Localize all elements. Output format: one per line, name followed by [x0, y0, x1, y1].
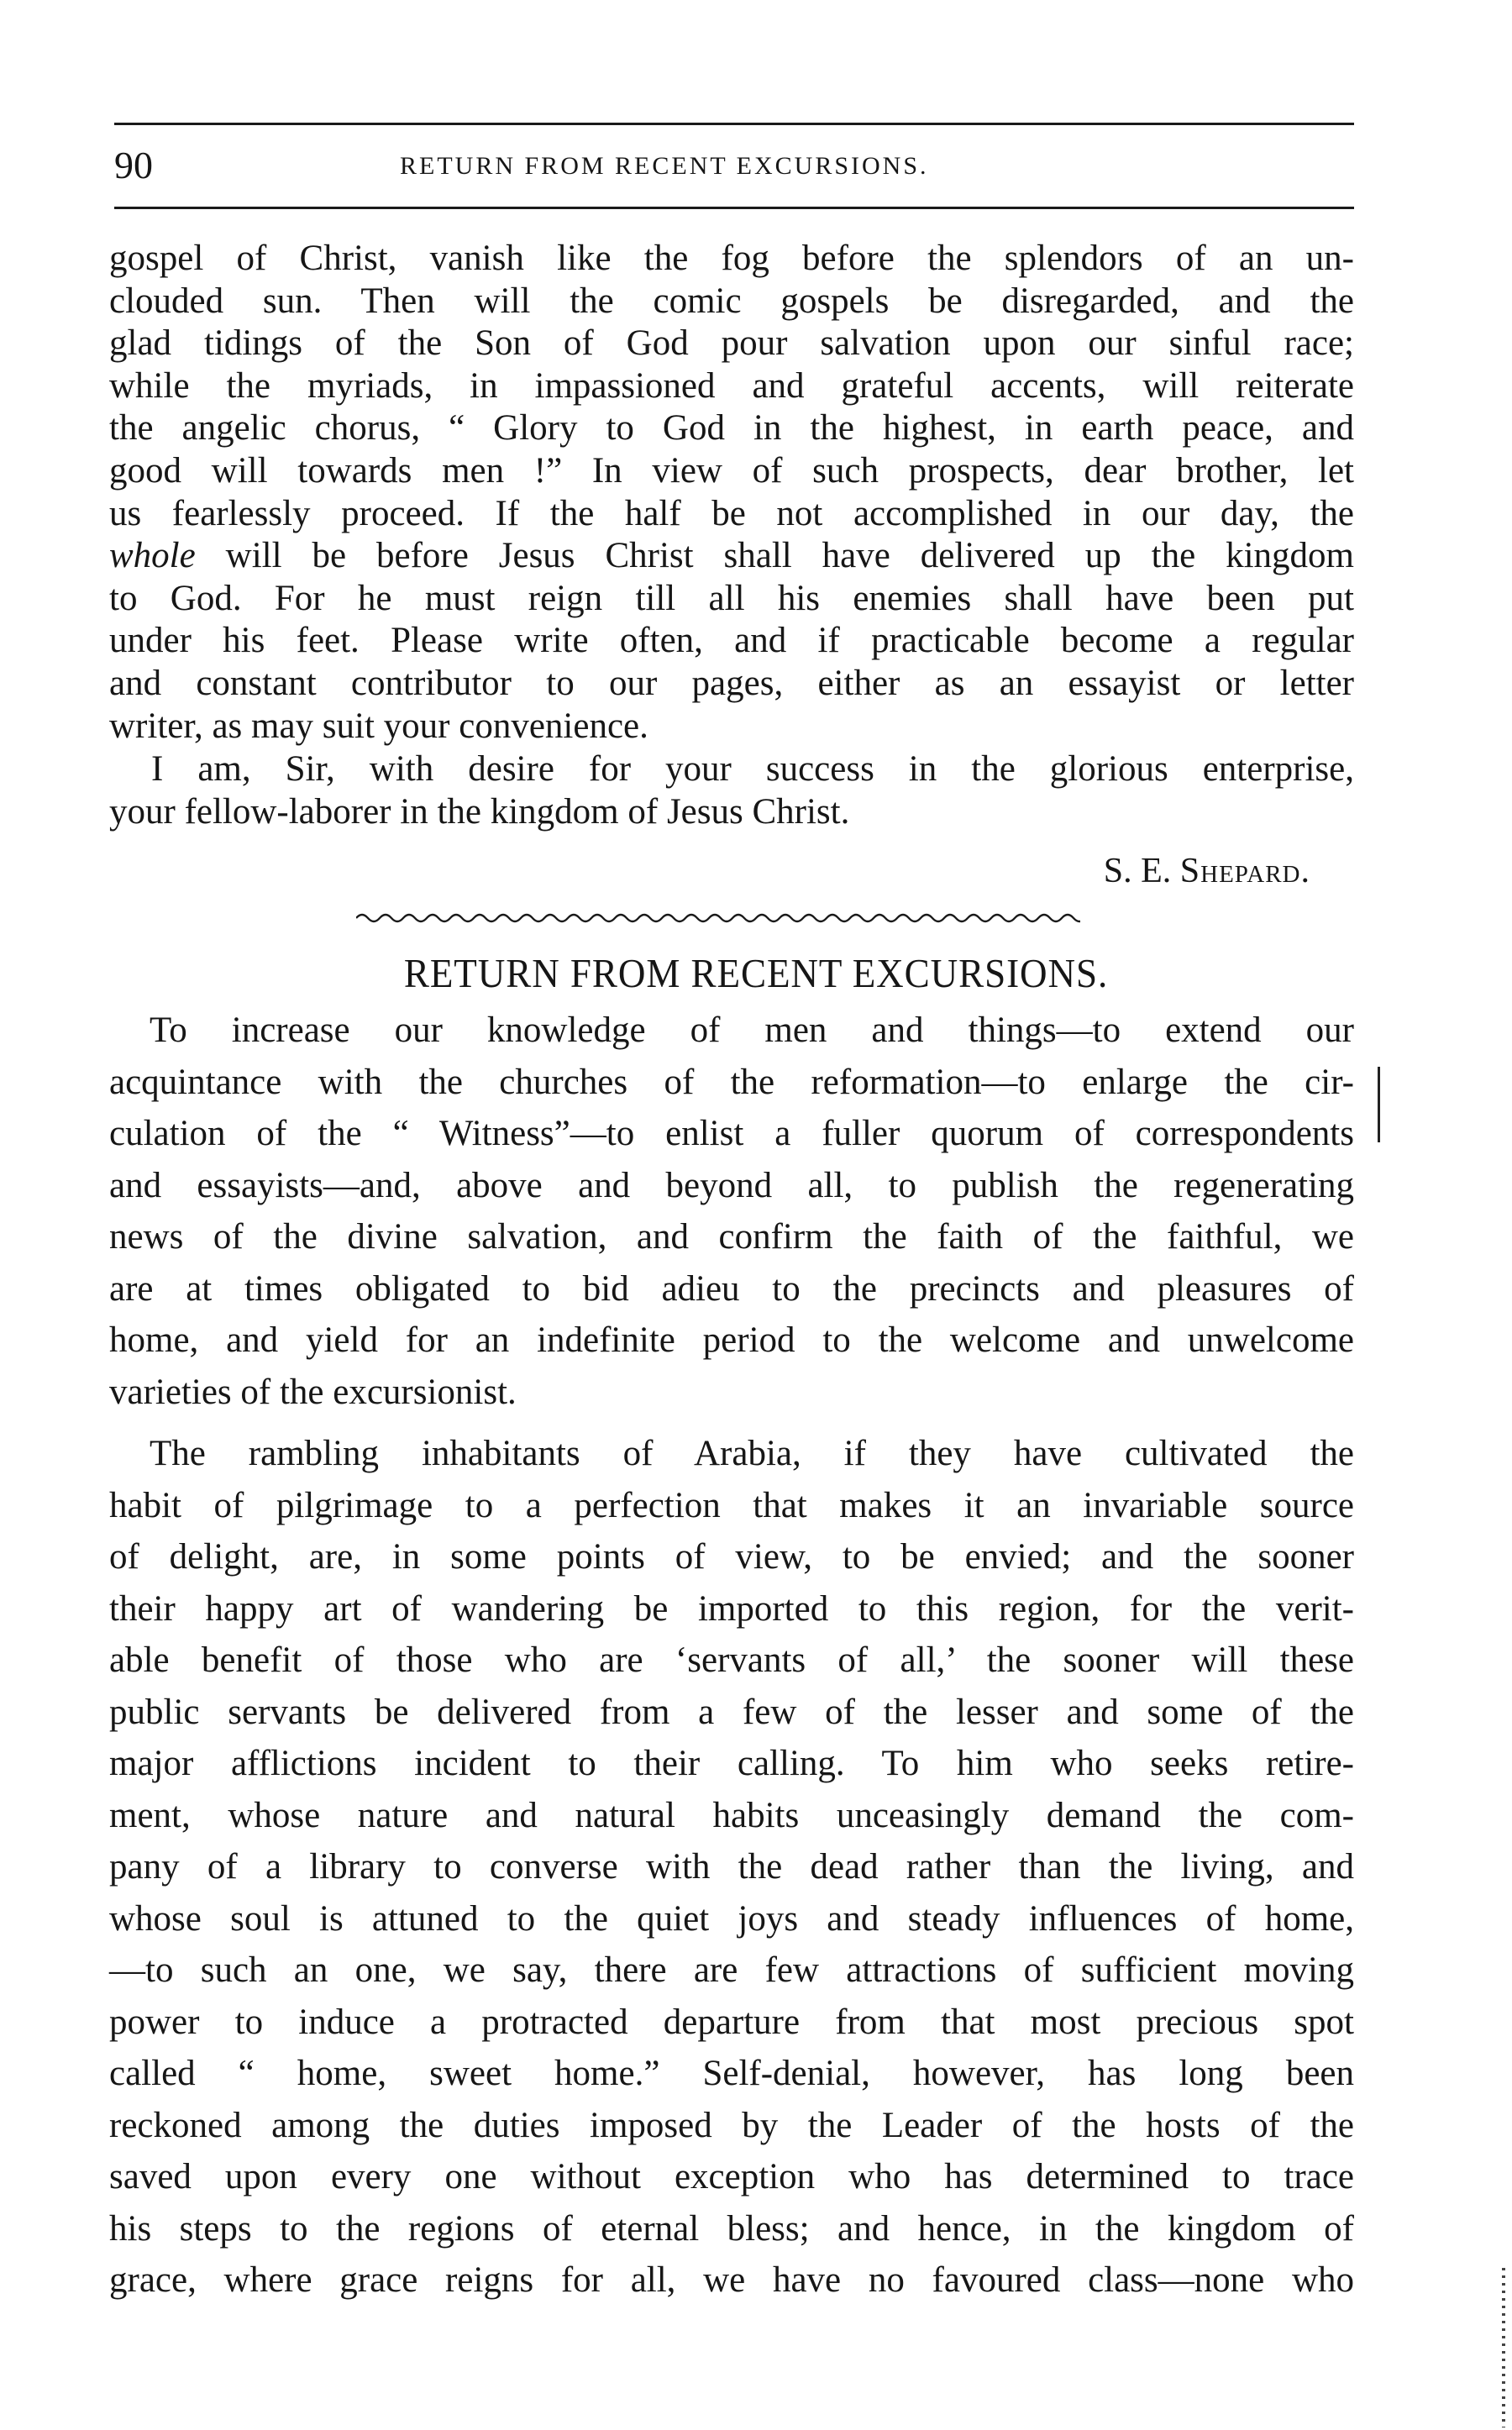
text-line: To increase our knowledge of men and things—to extend our — [150, 1010, 1354, 1050]
article-heading: RETURN FROM RECENT EXCURSIONS. — [403, 950, 1109, 996]
letter-closing — [109, 748, 1354, 833]
signature — [1104, 850, 1310, 892]
text-line: and constant contributor to our pages, either as an essayist or letter — [109, 663, 1354, 703]
text-line: The rambling inhabitants of Arabia, if they have cultivated the — [150, 1434, 1354, 1473]
text-line: power to induce a protracted departure from that most precious spot — [109, 2002, 1354, 2042]
text-line-last: writer, as may suit your convenience. — [109, 706, 648, 746]
letter-continued-paragraph — [109, 238, 1354, 748]
text-line: us fearlessly proceed. If the half be not accomplished in our day, the — [109, 493, 1354, 533]
closing-line: your fellow-laborer in the kingdom of Jesus Christ. — [109, 792, 850, 832]
text-line: home, and yield for an indefinite period to the welcome and unwelcome — [109, 1320, 1354, 1360]
text-line: while the myriads, in impassioned and grateful accents, will reiterate — [109, 365, 1354, 406]
text-line: acquintance with the churches of the reformation—to enlarge the cir- — [109, 1062, 1354, 1102]
text-line: saved upon every one without exception who has determined to trace — [109, 2157, 1354, 2196]
text-line: culation of the “ Witness”—to enlist a fuller quorum of correspondents — [109, 1114, 1354, 1153]
signature-surname: Shepard. — [1179, 852, 1310, 890]
text-line: major afflictions incident to their calling. To him who seeks retire- — [109, 1744, 1354, 1783]
text-line: their happy art of wandering be imported to this region, for the verit- — [109, 1588, 1354, 1629]
text-line: good will towards men !” In view of such prospects, dear brother, let — [109, 450, 1354, 491]
running-title: RETURN FROM RECENT EXCURSIONS. — [400, 152, 929, 180]
text-line: —to such an one, we say, there are few attractions of sufficient moving — [109, 1950, 1354, 1990]
text-line: grace, where grace reigns for all, we have no favoured class—none who — [109, 2260, 1354, 2300]
text-line: under his feet. Please write often, and if practicable become a regular — [109, 621, 1354, 661]
text-line-last: varieties of the excursionist. — [109, 1372, 517, 1412]
text-line: and essayists—and, above and beyond all, to publish the regenerating — [109, 1165, 1354, 1205]
text-line: to God. For he must reign till all his enemies shall have been put — [109, 578, 1354, 618]
article-paragraph-2 — [109, 1428, 1354, 2307]
text-line: whose soul is attuned to the quiet joys and steady influences of home, — [109, 1898, 1354, 1939]
page-number: 90 — [114, 144, 153, 186]
closing-line: I am, Sir, with desire for your success in the glorious enterprise, — [151, 749, 1354, 789]
text-line: of delight, are, in some points of view, to be envied; and the sooner — [109, 1537, 1354, 1577]
text-line: reckoned among the duties imposed by the Leader of the hosts of the — [109, 2105, 1354, 2145]
header-rule — [114, 207, 1354, 209]
text-line: called “ home, sweet home.” Self-denial, however, has long been — [109, 2054, 1354, 2093]
text-line: news of the divine salvation, and confirm the faith of the faithful, we — [109, 1217, 1354, 1257]
text-line: habit of pilgrimage to a perfection that makes it an invariable source — [109, 1485, 1354, 1525]
text-line: are at times obligated to bid adieu to the precincts and pleasures of — [109, 1268, 1354, 1309]
text-line: public servants be delivered from a few of the lesser and some of the — [109, 1692, 1354, 1732]
top-rule — [114, 123, 1354, 125]
text-line: his steps to the regions of eternal bless; and hence, in the kingdom of — [109, 2208, 1354, 2249]
signature-initials: S. E. — [1103, 852, 1172, 890]
margin-mark — [1378, 1067, 1380, 1142]
wavy-divider — [356, 909, 1080, 927]
text-line: the angelic chorus, “ Glory to God in the highest, in earth peace, and — [109, 408, 1354, 449]
scan-edge-marks — [1502, 2268, 1505, 2427]
text-line-italic-whole: whole will be before Jesus Christ shall have delivered up the kingdom — [109, 536, 1354, 576]
text-line: able benefit of those who are ‘servants of all,’ the sooner will these — [109, 1640, 1354, 1680]
text-line: clouded sun. Then will the comic gospels be disregarded, and the — [109, 281, 1354, 321]
text-line: ment, whose nature and natural habits unceasingly demand the com- — [109, 1795, 1354, 1835]
text-line: gospel of Christ, vanish like the fog before the splendors of an un- — [109, 239, 1354, 278]
article-paragraph-1 — [109, 1005, 1354, 1418]
text-line: pany of a library to converse with the dead rather than the living, and — [109, 1847, 1354, 1887]
text-line: glad tidings of the Son of God pour salvation upon our sinful race; — [109, 323, 1354, 364]
